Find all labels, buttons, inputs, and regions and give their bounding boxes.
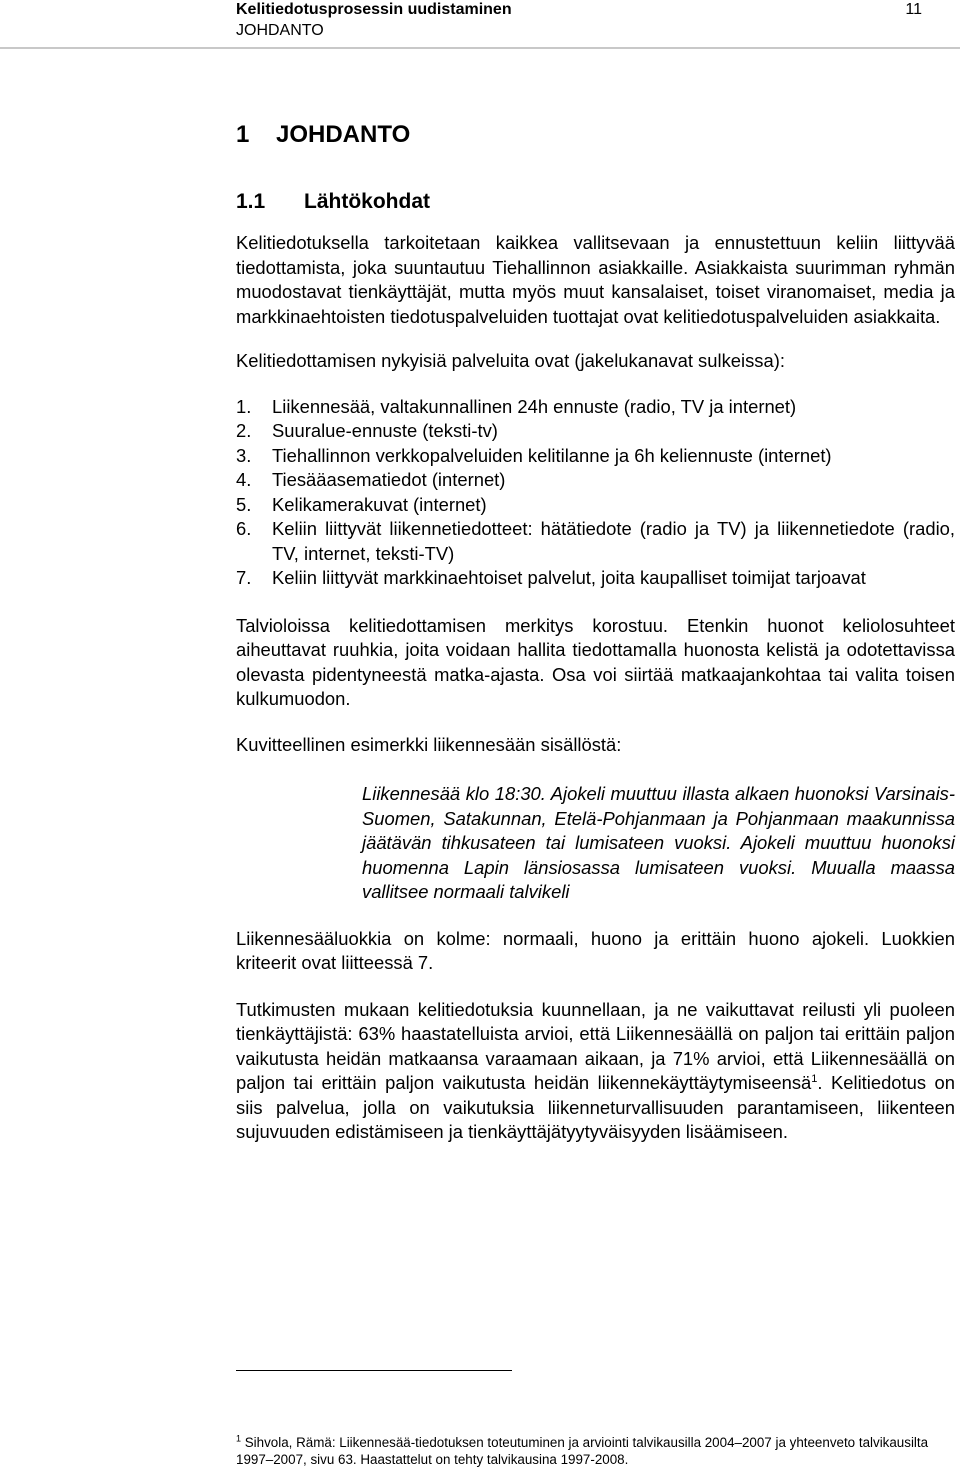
footnote-reference: 1	[811, 1072, 818, 1085]
list-item	[236, 517, 955, 566]
running-header-title: Kelitiedotusprosessin uudistaminen	[236, 1, 512, 18]
example-quote: Liikennesää klo 18:30. Ajokeli muuttuu illasta alkaen huonoksi Varsinais-Suomen, Satakunnan, Etelä-Pohjanmaan ja Pohjanmaan maakunnissa jäätävän tihkusateen tai lumisateen vuoksi. Ajokeli muuttuu huonoksi huomenna Lapin länsiosassa lumisateen vuoksi. Muualla maassa vallitsee normaali talvikeli	[362, 783, 955, 902]
research-paragraph	[236, 998, 955, 1145]
list-item-text: Suuralue-ennuste (teksti-tv)	[272, 420, 498, 441]
header-divider	[0, 47, 960, 49]
list-item	[236, 566, 955, 591]
list-item-text: Kelikamerakuvat (internet)	[272, 493, 487, 515]
list-item-index: 1.	[236, 395, 252, 417]
list-item-text: Tiesääasematiedot (internet)	[272, 469, 506, 490]
list-item	[236, 444, 955, 469]
research-text-b: . Kelitiedotus on siis palvelua, jolla on vaikutuksia liikenneturvallisuuden parantamiseen, liikenteen sujuvuuden edistämiseen ja tienkäyttäjätyytyväisyyden lisäämiseen.	[236, 1072, 955, 1142]
list-item	[236, 468, 955, 493]
list-item-index: 7.	[236, 567, 252, 588]
section-title: Lähtökohdat	[304, 190, 430, 213]
winter-paragraph: Talvioloissa kelitiedottamisen merkitys korostuu. Etenkin huonot keliolosuhteet aiheuttavat ruuhkia, joita voidaan hallita tiedottamalla huonosta kelistä ja odotettavissa olevasta pidentyneestä matka-ajasta. Osa voi siirtää matkaajankohtaa tai valita toisen kulkumuodon.	[236, 614, 955, 709]
list-item-index: 5.	[236, 493, 252, 515]
chapter-title: JOHDANTO	[276, 121, 411, 148]
list-item	[236, 493, 955, 518]
section-heading	[236, 189, 955, 215]
running-header-section: JOHDANTO	[236, 22, 324, 39]
research-text-a: Tutkimusten mukaan kelitiedotuksia kuunnellaan, ja ne vaikuttavat reilusti yli puoleen tienkäyttäjistä: 63% haastatelluista arvioi, että Liikennesäällä on paljon tai erittäin paljon vaikutusta heidän matkaansa varaamaan aikaan, ja 71% arvioi, että Liikennesäällä on paljon tai erittäin paljon vaikutusta heidän liikennekäyttäytymiseensä	[236, 998, 955, 1093]
section-number: 1.1	[236, 190, 266, 213]
list-item	[236, 395, 955, 420]
chapter-heading	[236, 120, 955, 150]
footnote-marker: 1	[236, 1433, 242, 1444]
example-label: Kuvitteellinen esimerkki liikennesään sisällöstä:	[236, 733, 622, 755]
list-item-text: Tiehallinnon verkkopalveluiden kelitilanne ja 6h keliennuste (internet)	[272, 444, 832, 466]
footnote-divider	[236, 1370, 512, 1371]
list-item	[236, 419, 955, 444]
list-item-index: 6.	[236, 518, 252, 539]
list-item-index: 2.	[236, 420, 252, 441]
footnote-text: Sihvola, Rämä: Liikennesää-tiedotuksen toteutuminen ja arviointi talvikausilla 2004–2007 ja yhteenveto talvikausilta 1997–2007, sivu 63. Haastattelut on tehty talvikausina 1997-2008.	[236, 1435, 929, 1467]
services-lead-paragraph: Kelitiedottamisen nykyisiä palveluita ovat (jakelukanavat sulkeissa):	[236, 350, 785, 371]
list-item-text: Liikennesää, valtakunnallinen 24h ennuste (radio, TV ja internet)	[272, 395, 797, 417]
page-body	[236, 120, 955, 1145]
footnote	[236, 1434, 955, 1468]
chapter-number: 1	[236, 121, 250, 148]
page-number: 11	[905, 1, 922, 18]
intro-paragraph: Kelitiedotuksella tarkoitetaan kaikkea vallitsevaan ja ennustettuun keliin liittyvää tiedottamista, joka suuntautuu Tiehallinnon asiakkaille. Asiakkaista suurimman ryhmän muodostavat tienkäyttäjät, mutta myös muut kansalaiset, toiset viranomaiset, media ja markkinaehtoisten tiedotuspalveluiden tuottajat ovat kelitiedotuspalveluiden asiakkaita.	[236, 232, 955, 327]
list-item-index: 4.	[236, 469, 252, 490]
list-item-index: 3.	[236, 444, 252, 466]
classes-paragraph: Liikennesääluokkia on kolme: normaali, huono ja erittäin huono ajokeli. Luokkien kriteerit ovat liitteessä 7.	[236, 927, 955, 973]
list-item-text: Keliin liittyvät liikennetiedotteet: hätätiedote (radio ja TV) ja liikennetiedote (radio, TV, internet, teksti-TV)	[272, 518, 955, 564]
list-item-text: Keliin liittyvät markkinaehtoiset palvelut, joita kaupalliset toimijat tarjoavat	[272, 567, 866, 588]
services-list	[236, 395, 955, 591]
